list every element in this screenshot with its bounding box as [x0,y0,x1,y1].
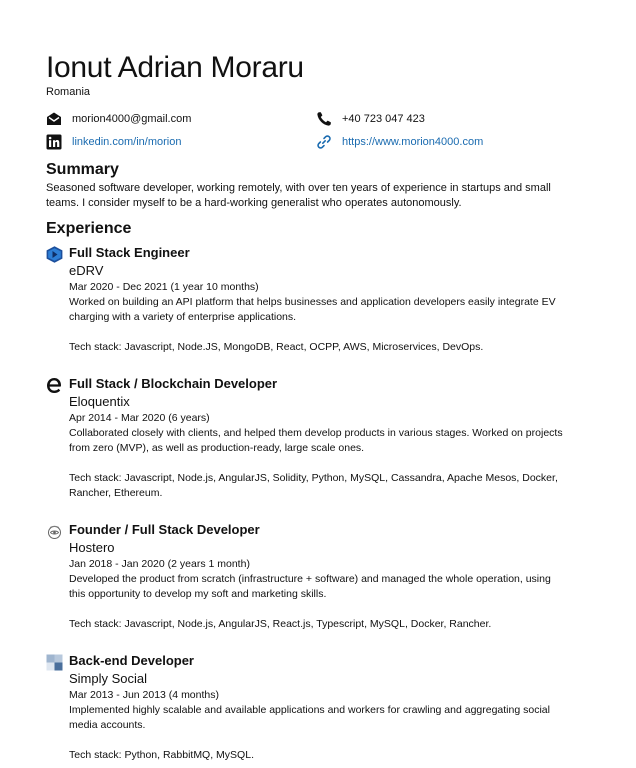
phone-icon [316,111,332,127]
job-company: Hostero [69,540,115,555]
summary-heading: Summary [46,161,119,178]
job-role: Full Stack / Blockchain Developer [69,376,278,391]
contact-email[interactable] [46,111,191,127]
job-tech-stack: Tech stack: Python, RabbitMQ, MySQL. [69,749,254,761]
experience-heading: Experience [46,220,132,237]
job-dates: Jan 2018 - Jan 2020 (2 years 1 month) [69,558,250,570]
job-tech-stack: Tech stack: Javascript, Node.JS, MongoDB, React, OCPP, AWS, Microservices, DevOps. [69,341,484,353]
contact-website[interactable] [316,134,483,150]
job-role: Founder / Full Stack Developer [69,522,260,537]
simply-social-logo-icon [46,654,63,671]
contact-phone[interactable] [316,111,425,127]
job-tech-stack: Tech stack: Javascript, Node.js, AngularJS, Solidity, Python, MySQL, Cassandra, Apache Mesos, Docker, Rancher, Ethereum. [69,472,558,499]
linkedin-icon [46,134,62,150]
phone-text[interactable]: +40 723 047 423 [342,113,425,125]
envelope-icon [46,111,62,127]
candidate-location: Romania [46,86,91,98]
linkedin-link[interactable]: linkedin.com/in/morion [72,136,182,148]
summary-text: Seasoned software developer, working remotely, with over ten years of experience in startups and small teams. I consider myself to be a hard-working generalist who operates autonomously. [46,182,551,209]
contact-linkedin[interactable] [46,134,181,150]
hostero-logo-icon [46,523,63,540]
job-dates: Mar 2013 - Jun 2013 (4 months) [69,689,219,701]
edrv-logo-icon [46,246,63,263]
job-company: Eloquentix [69,394,130,409]
eloquentix-logo-icon [46,377,63,394]
job-dates: Apr 2014 - Mar 2020 (6 years) [69,412,210,424]
job-dates: Mar 2020 - Dec 2021 (1 year 10 months) [69,281,259,293]
job-company: Simply Social [69,671,148,686]
job-description: Developed the product from scratch (infrastructure + software) and managed the whole operation, using this opportunity to develop my soft and marketing skills. [69,573,551,600]
job-tech-stack: Tech stack: Javascript, Node.js, AngularJS, React.js, Typescript, MySQL, Docker, Rancher. [69,618,492,630]
job-role: Back-end Developer [69,653,194,668]
job-description: Implemented highly scalable and available applications and workers for crawling and aggregating social media accounts. [69,704,550,731]
job-description: Worked on building an API platform that helps businesses and application developers easily integrate EV charging with a variety of enterprise applications. [69,296,556,323]
link-icon [316,134,332,150]
candidate-name: Ionut Adrian Moraru [46,51,304,84]
job-company: eDRV [69,263,104,278]
job-role: Full Stack Engineer [69,245,190,260]
job-description: Collaborated closely with clients, and helped them develop products in various stages. Worked on projects from zero (MVP), as well as production-ready, large scale ones. [69,427,563,454]
email-text[interactable]: morion4000@gmail.com [72,113,192,125]
website-link[interactable]: https://www.morion4000.com [342,136,484,148]
